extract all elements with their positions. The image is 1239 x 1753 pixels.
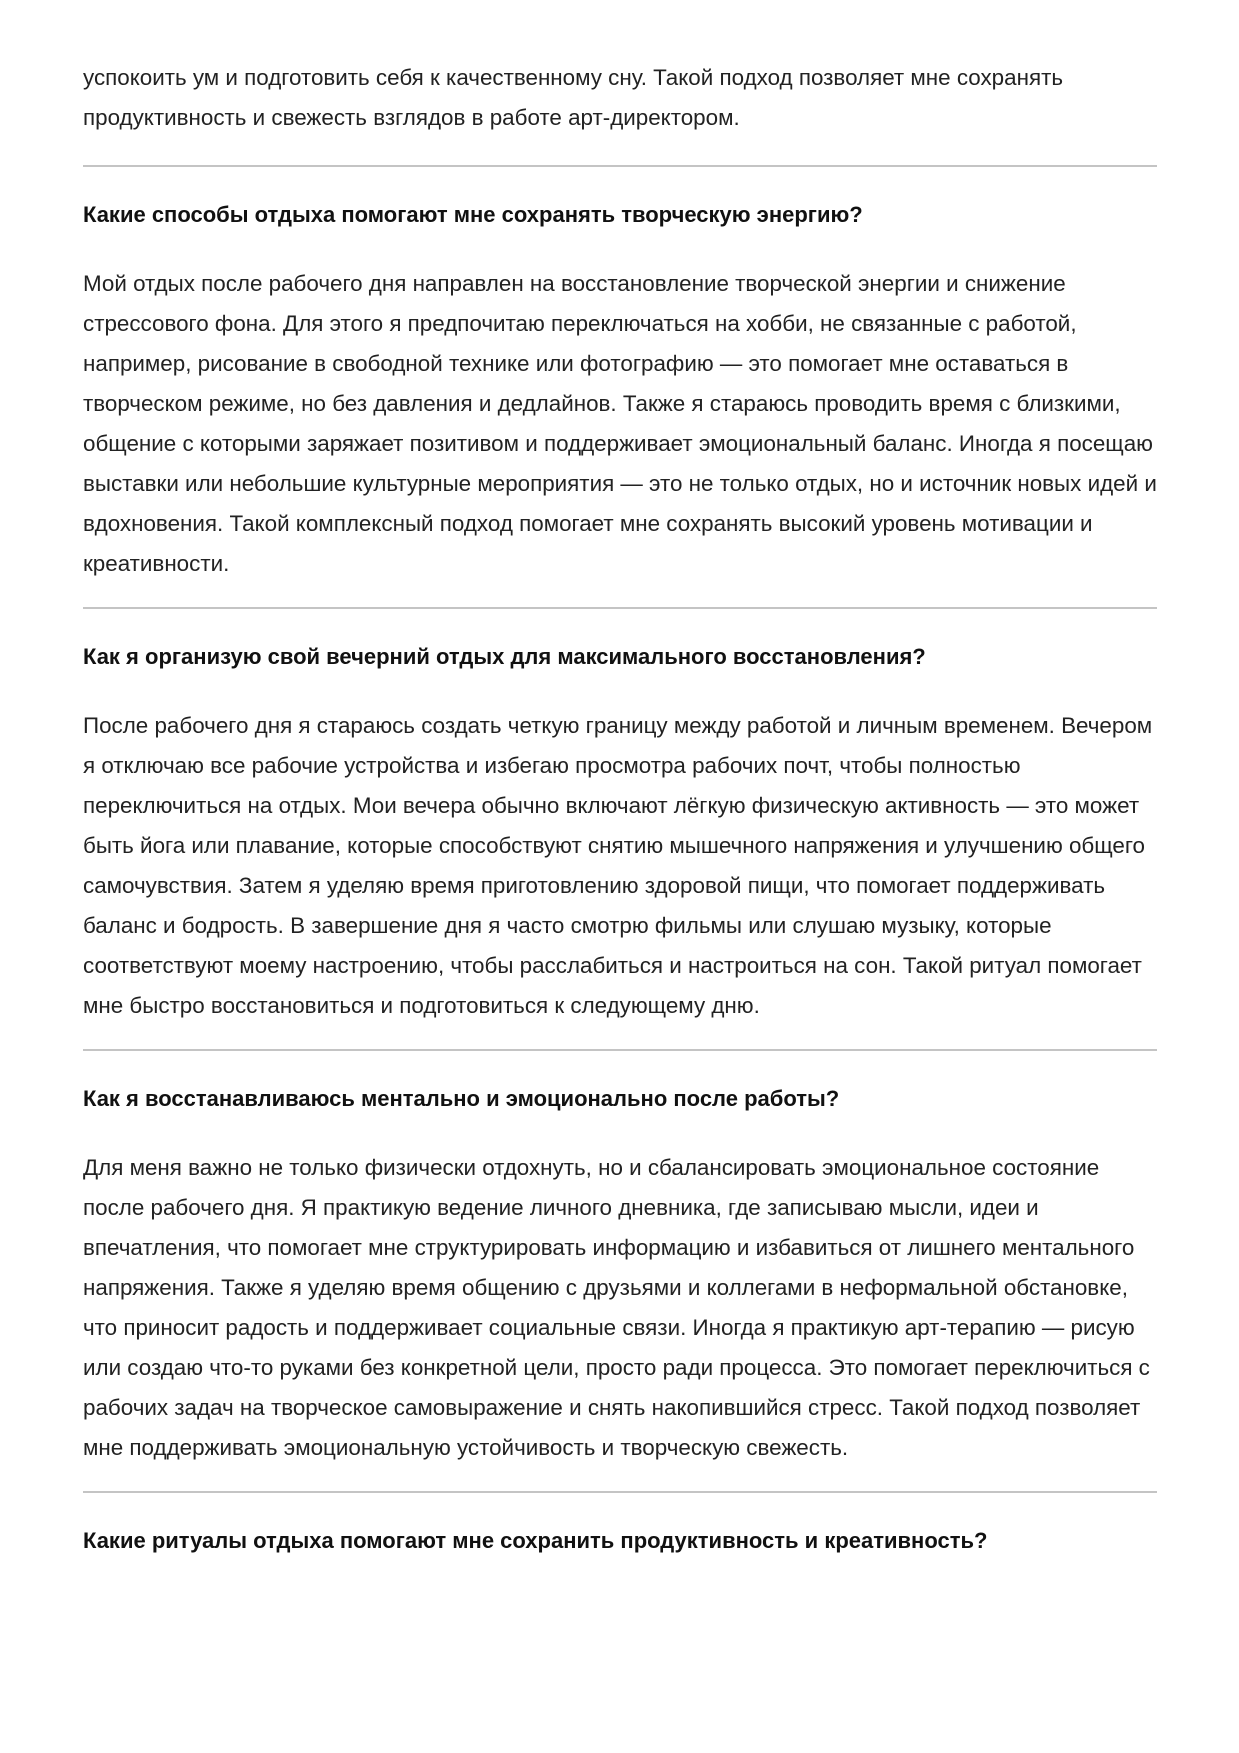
section-heading: Как я восстанавливаюсь ментально и эмоционально после работы? [83,1086,840,1111]
section-heading: Как я организую свой вечерний отдых для максимального восстановления? [83,644,926,669]
section-paragraph: Для меня важно не только физически отдохнуть, но и сбалансировать эмоциональное состояние после рабочего дня. Я практикую ведение личного дневника, где записываю мысли, идеи и впечатления, что помогает мне структурировать информацию и избавиться от лишнего ментального напряжения. Также я уделяю время общению с друзьями и коллегами в неформальной обстановке, что приносит радость и поддерживает социальные связи. Иногда я практикую арт-терапию — рисую или создаю что-то руками без конкретной цели, просто ради процесса. Это помогает переключиться с рабочих задач на творческое самовыражение и снять накопившийся стресс. Такой подход позволяет мне поддерживать эмоциональную устойчивость и творческую свежесть. [83,1155,1150,1460]
intro-paragraph-tail: успокоить ум и подготовить себя к качественному сну. Такой подход позволяет мне сохранять продуктивность и свежесть взглядов в работе арт-директором. [83,65,1063,130]
faq-section-evening-rest [83,609,1157,1051]
section-heading: Какие способы отдыха помогают мне сохранять творческую энергию? [83,202,863,227]
faq-section-rest-rituals [83,1493,1157,1556]
faq-section-creative-energy [83,167,1157,609]
section-paragraph: После рабочего дня я стараюсь создать четкую границу между работой и личным временем. Вечером я отключаю все рабочие устройства и избегаю просмотра рабочих почт, чтобы полностью переключиться на отдых. Мои вечера обычно включают лёгкую физическую активность — это может быть йога или плавание, которые способствуют снятию мышечного напряжения и улучшению общего самочувствия. Затем я уделяю время приготовлению здоровой пищи, что помогает поддерживать баланс и бодрость. В завершение дня я часто смотрю фильмы или слушаю музыку, которые соответствуют моему настроению, чтобы расслабиться и настроиться на сон. Такой ритуал помогает мне быстро восстановиться и подготовиться к следующему дню. [83,713,1153,1018]
faq-section-mental-recovery [83,1051,1157,1493]
section-heading: Какие ритуалы отдыха помогают мне сохранить продуктивность и креативность? [83,1528,988,1553]
section-paragraph: Мой отдых после рабочего дня направлен на восстановление творческой энергии и снижение стрессового фона. Для этого я предпочитаю переключаться на хобби, не связанные с работой, например, рисование в свободной технике или фотографию — это помогает мне оставаться в творческом режиме, но без давления и дедлайнов. Также я стараюсь проводить время с близкими, общение с которыми заряжает позитивом и поддерживает эмоциональный баланс. Иногда я посещаю выставки или небольшие культурные мероприятия — это не только отдых, но и источник новых идей и вдохновения. Такой комплексный подход помогает мне сохранять высокий уровень мотивации и креативности. [83,271,1157,576]
document-page [83,58,1157,1556]
